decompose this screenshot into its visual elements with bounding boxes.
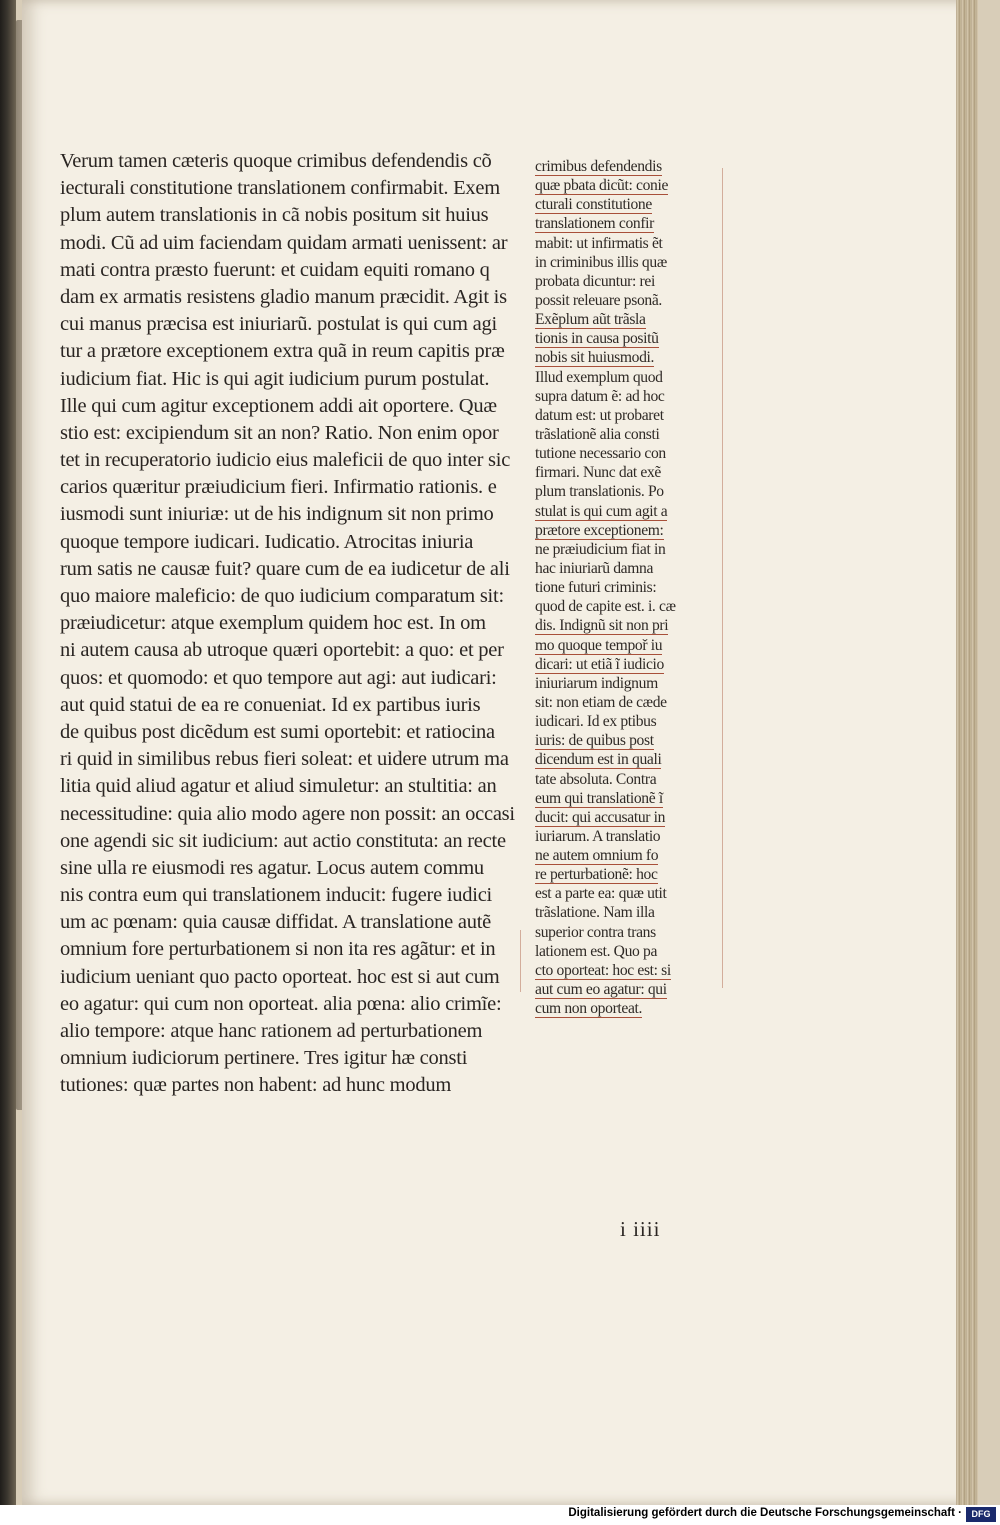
commentary-line-text: firmari. Nunc dat exẽ — [535, 464, 662, 482]
commentary-line — [535, 827, 735, 846]
signature-mark: i iiii — [620, 1217, 661, 1241]
commentary-line — [535, 406, 735, 425]
commentary-line-text: trãslationẽ alia consti — [535, 425, 660, 443]
main-text-line: iudicium fiat. Hic is qui agit iudicium purum postulat. — [60, 367, 490, 390]
commentary-line-text: possit releuare psonã. — [535, 291, 662, 309]
commentary-column — [535, 157, 735, 1018]
commentary-line — [535, 253, 735, 272]
main-text-line: dam ex armatis resistens gladio manum præcidit. Agit is — [60, 285, 507, 308]
main-text-line: modi. Cũ ad uim faciendam quidam armati uenissent: ar — [60, 231, 508, 254]
commentary-line-text: Illud exemplum quod — [535, 368, 663, 386]
commentary-line-text: translationem confir — [535, 215, 655, 233]
commentary-line-text: dis. Indignũ sit non pri — [535, 617, 669, 635]
commentary-line — [535, 578, 735, 597]
commentary-line-text: prætore exceptionem: — [535, 521, 664, 539]
main-text-line: ni autem causa ab utroque quæri oportebit: a quo: et per — [60, 639, 504, 662]
main-text-line: sine ulla re eiusmodi res agatur. Locus autem commu — [60, 856, 484, 879]
main-text-line: um ac pœnam: quia causæ diffidat. A translatione autẽ — [60, 911, 491, 934]
commentary-line — [535, 597, 735, 616]
commentary-line — [535, 463, 735, 482]
commentary-line-text: hac iniuriarũ damna — [535, 559, 654, 577]
main-text-line: tur a prætore exceptionem extra quã in reum capitis præ — [60, 340, 505, 363]
commentary-line-text: quod de capite est. i. cæ — [535, 598, 676, 616]
main-text-line: nis contra eum qui translationem inducit: fugere iudici — [60, 884, 493, 907]
commentary-line — [535, 195, 735, 214]
commentary-line-text: cturali constitutione — [535, 196, 652, 214]
commentary-line-text: supra datum ẽ: ad hoc — [535, 387, 665, 405]
commentary-line — [535, 368, 735, 387]
commentary-line — [535, 865, 735, 884]
commentary-line — [535, 846, 735, 865]
commentary-line-text: lationem est. Quo pa — [535, 942, 658, 960]
commentary-line-text: probata dicuntur: rei — [535, 272, 655, 290]
main-text-line: alio tempore: atque hanc rationem ad perturbationem — [60, 1020, 483, 1042]
main-text-line: rum satis ne causæ fuit? quare cum de ea iudicetur de ali — [60, 557, 510, 580]
main-text-line: omnium fore perturbationem si non ita res agãtur: et in — [60, 938, 496, 961]
commentary-line-text: nobis sit huiusmodi. — [535, 349, 655, 367]
main-text-line: cui manus præcisa est iniuriarũ. postulat is qui cum agi — [60, 313, 497, 336]
commentary-line — [535, 980, 735, 999]
commentary-line — [535, 502, 735, 521]
commentary-line-text: ducit: qui accusatur in — [535, 808, 666, 826]
commentary-line-text: tutione necessario con — [535, 445, 666, 463]
commentary-line — [535, 616, 735, 635]
commentary-line — [535, 770, 735, 789]
main-text-line: necessitudine: quia alio modo agere non possit: an occasi — [60, 802, 515, 825]
main-text-line: eo agatur: qui cum non oporteat. alia pœna: alio crimĩe: — [60, 992, 502, 1015]
commentary-line-text: plum translationis. Po — [535, 483, 664, 501]
commentary-line — [535, 387, 735, 406]
commentary-line-text: re perturbationẽ: hoc — [535, 866, 658, 884]
commentary-line-text: tione futuri criminis: — [535, 579, 657, 597]
commentary-line-text: mo quoque tempoř iu — [535, 636, 663, 654]
commentary-line — [535, 329, 735, 348]
commentary-line-text: eum qui translationẽ ĩ — [535, 789, 663, 807]
commentary-line — [535, 961, 735, 980]
commentary-line — [535, 731, 735, 750]
commentary-line-text: dicendum est in quali — [535, 751, 662, 769]
commentary-line — [535, 540, 735, 559]
commentary-line — [535, 655, 735, 674]
commentary-line-text: ne autem omnium fo — [535, 847, 659, 865]
main-text-line: iecturali constitutione translationem confirmabit. Exem — [60, 177, 500, 200]
commentary-line — [535, 559, 735, 578]
commentary-line-text: crimibus defendendis — [535, 158, 662, 175]
main-text-line: plum autem translationis in cã nobis positum sit huius — [60, 204, 489, 227]
commentary-line-text: Exẽplum aũt trãsla — [535, 311, 646, 329]
dfg-logo: DFG — [966, 1507, 996, 1522]
main-text-column — [60, 148, 522, 1100]
commentary-line-text: in criminibus illis quæ — [535, 253, 667, 271]
commentary-line — [535, 923, 735, 942]
main-text-line: Verum tamen cæteris quoque crimibus defendendis cõ — [60, 150, 492, 172]
main-text-line: mati contra præsto fuerunt: et cuidam equiti romano q — [60, 258, 490, 281]
commentary-line-text: aut cum eo agatur: qui — [535, 981, 667, 999]
commentary-line — [535, 636, 735, 655]
main-text-line: omnium iudiciorum pertinere. Tres igitur hæ consti — [60, 1047, 468, 1070]
commentary-line — [535, 693, 735, 712]
commentary-line-text: stulat is qui cum agit a — [535, 502, 668, 520]
main-text-line: quo maiore maleficio: de quo iudicium comparatum sit: — [60, 585, 504, 607]
commentary-line — [535, 157, 735, 176]
main-text-line: quos: et quomodo: et quo tempore aut agi: aut iudicari: — [60, 666, 497, 689]
main-text-line: quoque tempore iudicari. Iudicatio. Atrocitas iniuria — [60, 530, 474, 553]
commentary-line — [535, 750, 735, 769]
main-text-line: litia quid aliud agatur et aliud simuletur: an stultitia: an — [60, 775, 497, 798]
commentary-line — [535, 444, 735, 463]
commentary-line-text: iuriarum. A translatio — [535, 827, 661, 845]
commentary-line — [535, 884, 735, 903]
commentary-line-text: cum non oporteat. — [535, 1000, 643, 1018]
main-text-line: carios quæritur præiudicium fieri. Infirmatio rationis. e — [60, 476, 497, 499]
footer-bar — [0, 1505, 1000, 1525]
commentary-line — [535, 482, 735, 501]
main-text-line: one agendi sic sit iudicium: aut actio constituta: an recte — [60, 829, 506, 852]
main-text-line: tutiones: quæ partes non habent: ad hunc modum — [60, 1074, 452, 1097]
main-text-line: iudicium ueniant quo pacto oporteat. hoc est si aut cum — [60, 965, 500, 988]
commentary-line-text: datum est: ut probaret — [535, 406, 664, 424]
commentary-line-text: superior contra trans — [535, 923, 656, 941]
commentary-line — [535, 789, 735, 808]
commentary-line-text: cto oporteat: hoc est: si — [535, 961, 671, 979]
gloss-margin-rule-lower — [520, 930, 533, 992]
commentary-line — [535, 348, 735, 367]
commentary-line — [535, 291, 735, 310]
commentary-line — [535, 176, 735, 195]
commentary-line — [535, 272, 735, 291]
main-text-line: Ille qui cum agitur exceptionem addi ait oportere. Quæ — [60, 394, 497, 417]
commentary-line-text: iudicari. Id ex ptibus — [535, 713, 657, 731]
main-text-line: præiudicetur: atque exemplum quidem hoc est. In om — [60, 612, 486, 635]
commentary-line-text: trãslatione. Nam illa — [535, 904, 655, 922]
main-text-line: stio est: excipiendum sit an non? Ratio. Non enim opor — [60, 421, 499, 444]
commentary-line-text: dicari: ut etiã ĩ iudicio — [535, 655, 664, 673]
main-text-line: aut quid statui de ea re conueniat. Id ex partibus iuris — [60, 693, 481, 716]
commentary-line — [535, 214, 735, 233]
commentary-line — [535, 942, 735, 961]
commentary-line — [535, 310, 735, 329]
main-text-line: tet in recuperatorio iudicio eius maleficii de quo inter sic — [60, 449, 511, 472]
commentary-line-text: iniuriarum indignum — [535, 674, 658, 692]
page-stack-edges — [956, 0, 978, 1505]
commentary-line-text: tate absoluta. Contra — [535, 770, 657, 788]
main-text-line: de quibus post dicẽdum est sumi oportebit: et ratiocina — [60, 720, 495, 743]
main-text-line: iusmodi sunt iniuriæ: ut de his indignum sit non primo — [60, 503, 494, 526]
commentary-line-text: ne præiudicium fiat in — [535, 540, 666, 558]
commentary-line — [535, 712, 735, 731]
commentary-line-text: tionis in causa positũ — [535, 330, 659, 348]
commentary-line — [535, 234, 735, 253]
commentary-line — [535, 903, 735, 922]
commentary-line — [535, 999, 735, 1018]
funding-credit: Digitalisierung gefördert durch die Deutsche Forschungsgemeinschaft · — [568, 1507, 962, 1519]
commentary-line — [535, 674, 735, 693]
commentary-line-text: est a parte ea: quæ utit — [535, 885, 667, 903]
commentary-line — [535, 808, 735, 827]
commentary-line — [535, 425, 735, 444]
commentary-line-text: iuris: de quibus post — [535, 732, 654, 750]
binding-shadow — [0, 0, 16, 1505]
main-text-line: ri quid in similibus rebus fieri soleat: et uidere utrum ma — [60, 748, 509, 771]
commentary-line-text: quæ pbata dicũt: conie — [535, 177, 669, 195]
commentary-line — [535, 521, 735, 540]
commentary-line-text: mabit: ut infirmatis ẽt — [535, 234, 663, 252]
commentary-line-text: sit: non etiam de cæde — [535, 693, 667, 711]
